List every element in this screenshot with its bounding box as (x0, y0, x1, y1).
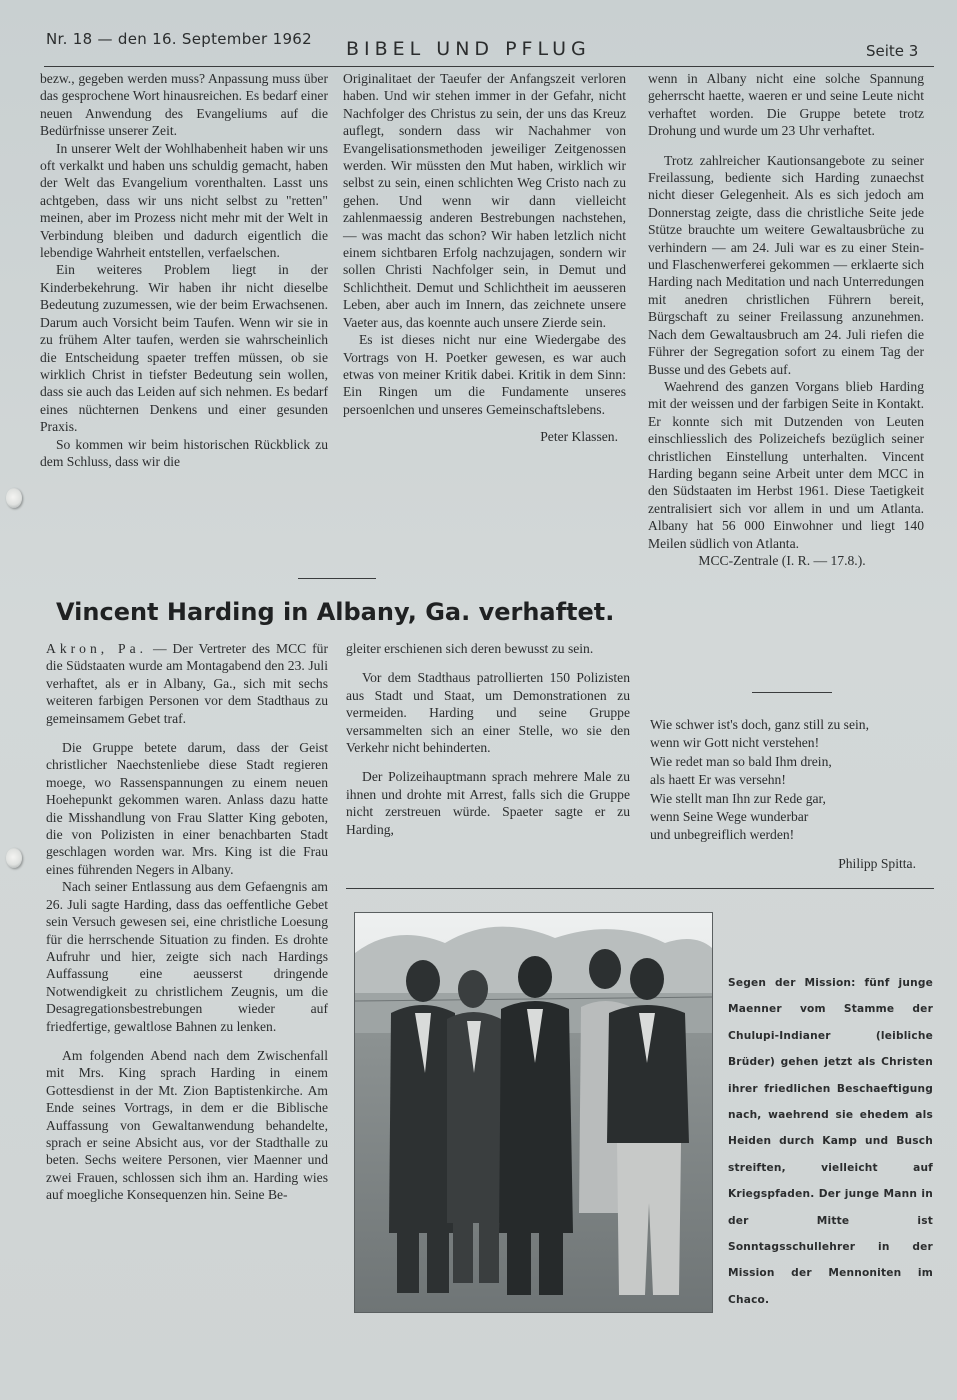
poem-line: wenn Seine Wege wunderbar (650, 809, 809, 825)
article2-column-1 (46, 640, 328, 1204)
paragraph: Nach seiner Entlassung aus dem Gefaengnis am 26. Juli sagte Harding, dass das oeffentliche Gebet sein Versuch gewesen sei, eine christliche Loesung für die herrschende Situation zu finden. Es drohte Aufruhr und hier, zeigte sich nach Hardings Auffassung eine aeusserst dringende Notwendigkeit zu christlichem Zeugnis, um die Desagregationsbestrebungen wieder auf friedfertige, gewaltlose Bahnen zu lenken. (46, 879, 328, 1034)
paragraph: Waehrend des ganzen Vorgans blieb Harding mit der weissen und der farbigen Seite in Kontakt. Er konnte sich mit Dutzenden von Leuten einschliesslich des Polizeichefs bezüglich seiner christlichen Einstellung unterhalten. Vincent Harding begann seine Arbeit unter dem MCC in den Südstaaten im Herbst 1961. Diese Taetigkeit zentralisiert sich vor allem in und um Atlanta. Albany hat 56 000 Einwohner und liegt 140 Meilen südlich von Atlanta. (648, 378, 924, 551)
paragraph: So kommen wir beim historischen Rückblick zu dem Schluss, dass wir die (40, 436, 328, 469)
poem-line: Wie redet man so bald Ihm drein, (650, 753, 832, 769)
paragraph: Vor dem Stadthaus patrollierten 150 Polizisten aus Stadt und Staat, um Demonstrationen zu vermeiden. Harding und seine Gruppe versammelten sich an einer Stelle, wo sie den Verkehr nicht behinderten. (346, 670, 630, 756)
paragraph: Originalitaet der Taeufer der Anfangszeit verloren haben. Und wir stehen immer in der Gefahr, nicht Nachfolger des Christus zu sein, der uns das Kreuz auflegt, sondern dass wir Nachahmer von Evangelisationsmethoden jeweiliger Zeitgenossen werden. Wir müssten den Mut haben, wirklich wir selbst zu sein, einen schlichten Weg Cristo nach zu gehen. Und wenn wir dann vielleicht zahlenmaessig anderen Bestrebungen nachstehen, — was macht das schon? Wir haben letzlich nicht einem sichtbaren Erfolg nachzujagen, sondern wir sollen Christi Nachfolger sein, in Demut und Schlichtheit. Demut und Schlichtheit im aeusseren Leben, aber auch im Innern, das zeichnete unsere Vaeter aus, das koennte auch unsere Zierde sein. (343, 71, 626, 330)
issue-date: Nr. 18 — den 16. September 1962 (46, 30, 312, 48)
paragraph: wenn in Albany nicht eine solche Spannung geherrscht haette, waeren er und seine Leute nicht verhaftet worden. Die Gruppe betete trotz Drohung und wurde um 23 Uhr verhaftet. (648, 71, 924, 139)
poem-line: und unbegreiflich werden! (650, 827, 795, 843)
section-divider (298, 578, 376, 579)
page-number: Seite 3 (866, 42, 919, 60)
header-rule (44, 66, 934, 67)
paragraph-text: — Der Vertreter des MCC für die Südstaaten wurde am Montagabend den 23. Juli verhaftet, als er in Albany, Ga., sich mit sechs weiteren farbigen Personen vor dem Stadthaus zu gemeinsamem Gebet traf. (46, 641, 328, 726)
article1-column-2 (343, 70, 626, 446)
paragraph: Am folgenden Abend nach dem Zwischenfall mit Mrs. King sprach Harding in einem Gottesdienst in der Mt. Zion Baptistenkirche. Am Ende seines Vortrags, in dem er die Biblische Auffassung von Gewaltanwendung behandelte, sprach er seine Absicht aus, vor der Stadthalle zu beten. Sechs weitere Personen, vier Maenner und zwei Frauen, schlossen sich ihm an. Harding wies auf moegliche Konsequenzen hin. Seine Be- (46, 1047, 328, 1203)
paragraph: Der Polizeihauptmann sprach mehrere Male zu ihnen und drohte mit Arrest, falls sich die Gruppe nicht zerstreuen würde. Spaeter sagte er zu Harding, (346, 769, 630, 837)
paragraph: Die Gruppe betete darum, dass der Geist christlicher Naechstenliebe diese Stadt regieren moege, wo Rassenspannungen zu einem neuen Hoehepunkt gekommen waren. Anlass dazu hatte die Misshandlung von Frau Slatter King geboten, die von Polizisten in einer benachbarten Stadt geschlagen worden war. Mrs. King ist die Frau eines führenden Negers in Albany. (46, 740, 328, 877)
paragraph: gleiter erschienen sich deren bewusst zu sein. (346, 641, 594, 656)
punch-hole (6, 488, 22, 508)
paragraph: Es ist dieses nicht nur eine Wiedergabe des Vortrags von H. Poetker gewesen, es war auch etwas von meiner Kritik dabei. Kritik in dem Sinn: Ein Ringen um die Fundamente unseres persoenlchen und unseres Gemeinschaftslebens. (343, 332, 626, 417)
newspaper-title: BIBEL UND PFLUG (346, 38, 591, 60)
photo-top-rule (346, 888, 934, 889)
article-headline: Vincent Harding in Albany, Ga. verhaftet. (56, 598, 615, 626)
article2-column-2 (346, 640, 630, 838)
photo-illustration (355, 913, 712, 1312)
group-photo (354, 912, 713, 1313)
section-divider (752, 692, 832, 693)
poem-line: wenn wir Gott nicht verstehen! (650, 735, 820, 751)
paragraph: In unserer Welt der Wohlhabenheit haben wir uns oft verkalkt und haben uns schuldig gemacht, haben der Welt das Evangelium vorenthalten. Lasst uns achtgeben, dass wir uns nicht selbst zu "retten" meinen, aber im Prozess nicht mehr mit der Welt in Verbindung bleiben und dadurch eigentlich die lebendige Wahrheit entstellen, verfaelschen. (40, 140, 328, 261)
author-signature: Peter Klassen. (540, 429, 618, 445)
poem-line: als haett Er was versehn! (650, 772, 786, 788)
paragraph: Ein weiteres Problem liegt in der Kinderbekehrung. Wir haben ihr nicht dieselbe Bedeutung zuzumessen, wie der beim Erwachsenen. Darum auch Vorsicht beim Taufen. Wenn wir sie in zu frühem Alter taufen, werden sie wahrscheinlich die Entscheidung spaeter treffen müssen, ob sie wirklich Christ in tiefster Bedeutung sein wollen, dass sie auch das Leiden auf sich nehmen. Es bedarf eines nüchternen Denkens und einer gesunden Praxis. (40, 262, 328, 435)
poem (650, 716, 922, 873)
photo-caption: Segen der Mission: fünf junge Maenner vom Stamme der Chulupi-Indianer (leibliche Brüder) gehen jetzt als Christen ihrer friedlichen Beschaeftigung nach, waehrend sie ehedem als Heiden durch Kamp und Busch streiften, vielleicht auf Kriegspfaden. Der junge Mann in der Mitte ist Sonntagsschullehrer in der Mission der Mennoniten im Chaco. (728, 977, 933, 1306)
punch-hole (6, 848, 22, 868)
paragraph: bezw., gegeben werden muss? Anpassung muss über das gesprochene Wort hinausreichen. Es bedarf einer neuen Anwendung des Evangeliums auf die Bedürfnisse unserer Zeit. (40, 71, 328, 139)
dateline: Akron, Pa. (46, 641, 148, 656)
article1-column-1 (40, 70, 328, 470)
paragraph: Trotz zahlreicher Kautionsangebote zu seiner Freilassung, bediente sich Harding zunaechst nicht dieser Gelegenheit. Als es sich jedoch am Donnerstag zeigte, dass die christliche Seite jede Stütze brauchte um weitere Gewaltausbrüche zu verhindern — am 24. Juli war es zu einer Stein- und Flaschenwerferei gekommen — erklaerte sich Harding nach Meditation und nach Unterredungen mit anedren christlichen Führern bereit, Bürgschaft zu seiner Freilassung anzunehmen. Nach dem Gewaltausbruch am 24. Juli riefen die Führer der Segregation sofort zu einem Tag der Busse und des Gebets auf. (648, 152, 924, 377)
poem-line: Wie stellt man Ihn zur Rede gar, (650, 790, 826, 806)
paragraph (46, 640, 328, 727)
source-credit: MCC-Zentrale (I. R. — 17.8.). (698, 552, 866, 568)
poem-line: Wie schwer ist's doch, ganz still zu sein, (650, 717, 869, 732)
poem-author: Philipp Spitta. (838, 855, 916, 871)
article2-continuation-column (648, 70, 924, 569)
